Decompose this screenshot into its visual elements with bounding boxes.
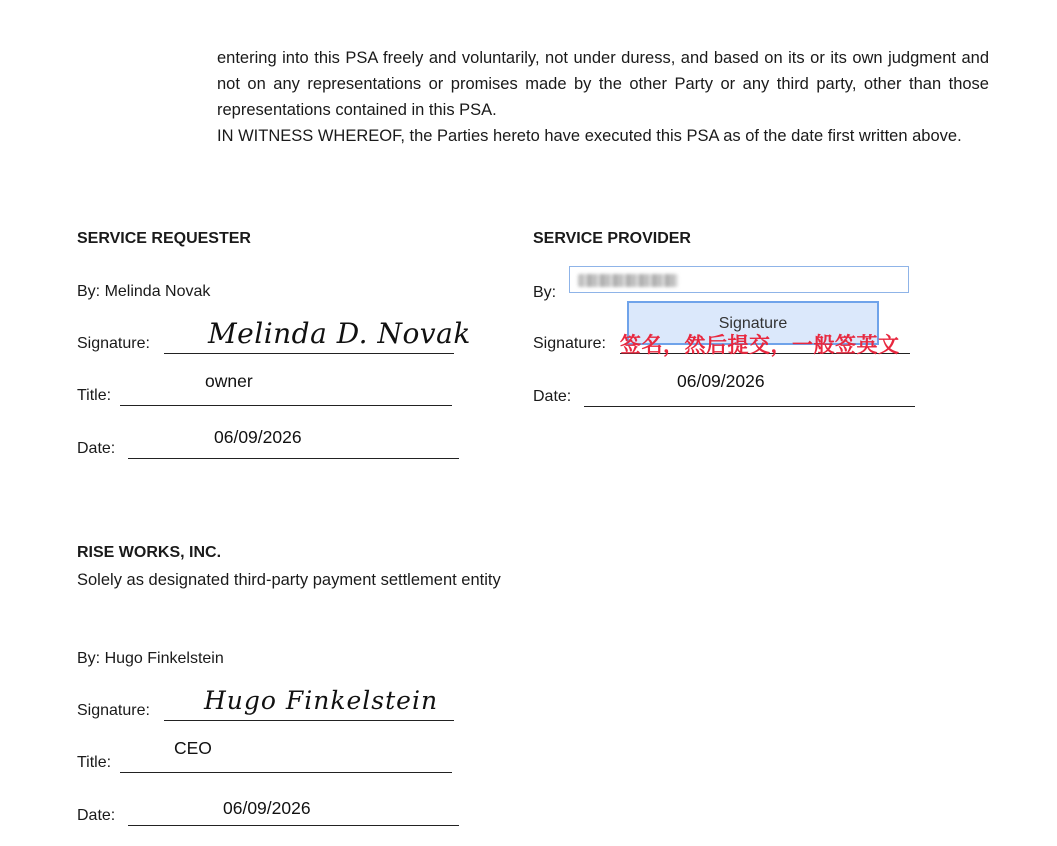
requester-signature-line	[164, 353, 454, 354]
provider-date-value: 06/09/2026	[677, 371, 765, 391]
provider-date-label: Date:	[533, 388, 572, 405]
rise-date-label: Date:	[77, 807, 116, 824]
requester-title-line	[120, 405, 452, 406]
rise-date-value: 06/09/2026	[223, 798, 311, 818]
rise-signature-line	[164, 720, 454, 721]
signature-field-label: Signature	[718, 315, 788, 332]
provider-heading: SERVICE PROVIDER	[533, 230, 691, 247]
requester-title-value: owner	[205, 371, 253, 391]
requester-date-label: Date:	[77, 440, 116, 457]
witness-paragraph: IN WITNESS WHEREOF, the Parties hereto have executed this PSA as of the date first written above.	[217, 127, 962, 145]
instruction-annotation: 签名，然后提交，一般签英文	[620, 334, 900, 357]
rise-title-value: CEO	[174, 738, 212, 758]
requester-date-value: 06/09/2026	[214, 427, 302, 447]
provider-signature-label: Signature:	[533, 335, 606, 352]
requester-heading: SERVICE REQUESTER	[77, 230, 251, 247]
requester-signature-label: Signature:	[77, 335, 150, 352]
intro-paragraph: entering into this PSA freely and voluntarily, not under duress, and based on its or its own judgment and not on any representations or promises made by the other Party or any third party, other than those representations contained in this PSA.	[217, 49, 989, 119]
redacted-name	[578, 274, 678, 287]
rise-by-label: By: Hugo Finkelstein	[77, 650, 224, 667]
requester-title-label: Title:	[77, 387, 112, 404]
rise-signature-label: Signature:	[77, 702, 150, 719]
rise-title-label: Title:	[77, 754, 112, 771]
requester-by-label: By: Melinda Novak	[77, 283, 211, 300]
rise-date-line	[128, 825, 459, 826]
requester-date-line	[128, 458, 459, 459]
requester-signature: Melinda D. Novak	[208, 317, 471, 350]
rise-signature: Hugo Finkelstein	[204, 686, 439, 715]
rise-description: Solely as designated third-party payment settlement entity	[77, 571, 501, 589]
provider-date-line	[584, 406, 915, 407]
rise-heading: RISE WORKS, INC.	[77, 544, 222, 561]
provider-by-label: By:	[533, 284, 557, 301]
rise-title-line	[120, 772, 452, 773]
provider-name-input[interactable]	[569, 266, 909, 293]
